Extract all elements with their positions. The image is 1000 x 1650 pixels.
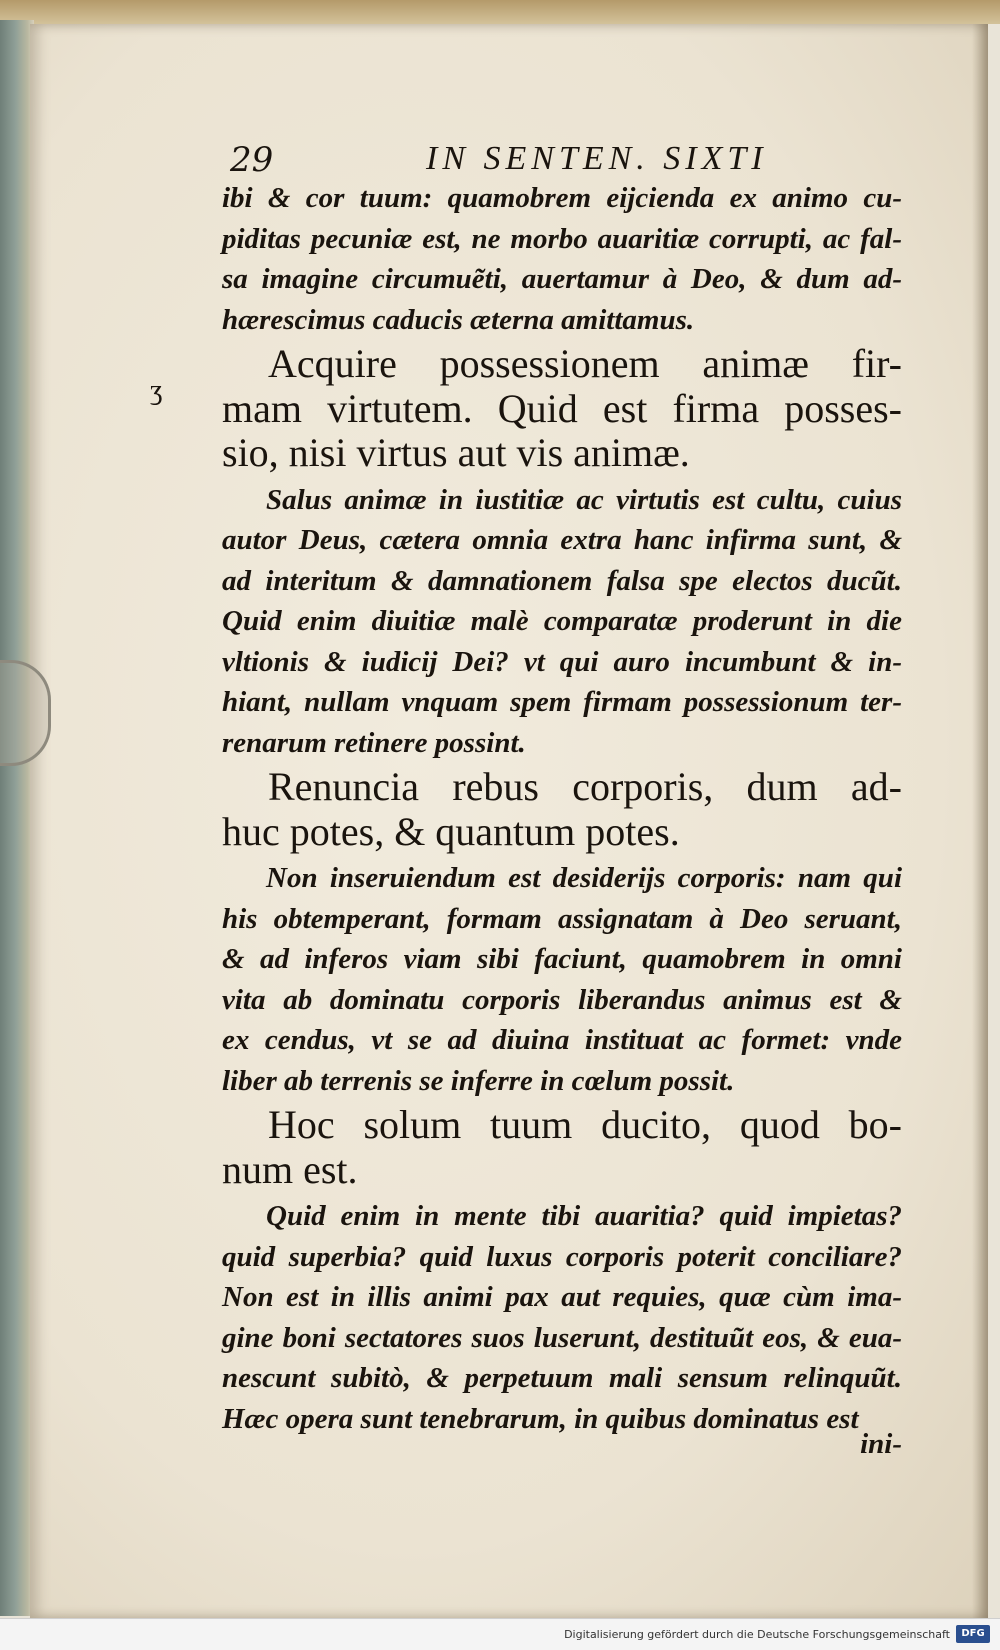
text-line: Renuncia rebus corporis, dum ad-	[268, 764, 902, 809]
dfg-logo: DFG	[956, 1625, 990, 1643]
text-line: Salus animæ in iustitiæ ac virtutis est cultu, cuius	[266, 483, 902, 516]
book-spine-edge	[0, 20, 34, 1616]
text-line: Non est in illis animi pax aut requies, quæ cùm ima-	[222, 1281, 902, 1313]
text-line: huc potes, & quantum potes.	[222, 808, 680, 854]
text-line: ibi & cor tuum: quamobrem eijcienda ex animo cu-	[222, 182, 902, 214]
commentary-paragraph	[222, 178, 902, 340]
scan-top-edge	[0, 0, 1000, 24]
sentence-paragraph	[222, 342, 902, 476]
margin-mark: ʒ	[150, 375, 163, 406]
text-line: quid superbia? quid luxus corporis poterit conciliare?	[222, 1240, 902, 1273]
text-line: his obtemperant, formam assignatam à Deo seruant,	[222, 902, 902, 935]
text-line: sa imagine circumuẽti, auertamur à Deo, & dum ad-	[222, 263, 902, 295]
text-line: Quid enim in mente tibi auaritia? quid impietas?	[266, 1200, 902, 1232]
sentence-paragraph	[222, 765, 902, 854]
text-line: hærescimus caducis æterna amittamus.	[222, 303, 695, 336]
text-line: sio, nisi virtus aut vis animæ.	[222, 430, 690, 475]
text-line: autor Deus, cætera omnia extra hanc infirma sunt, &	[222, 524, 902, 556]
text-line: liber ab terrenis se inferre in cœlum possit.	[222, 1064, 735, 1097]
commentary-paragraph	[222, 858, 902, 1101]
folio-number: 29	[230, 140, 274, 180]
text-line: gine boni sectatores suos luserunt, destituũt eos, & eua-	[222, 1321, 902, 1354]
text-line: mam virtutem. Quid est firma posses-	[222, 385, 902, 431]
running-head: IN SENTEN. SIXTI	[426, 140, 768, 177]
text-line: Hoc solum tuum ducito, quod bo-	[268, 1102, 902, 1147]
catchword: ini-	[860, 1428, 902, 1460]
funding-credit: Digitalisierung gefördert durch die Deutsche Forschungsgemeinschaft	[564, 1628, 950, 1641]
body-text	[222, 178, 902, 1439]
text-line: renarum retinere possint.	[222, 726, 526, 759]
text-line: Quid enim diuitiæ malè comparatæ proderunt in die	[222, 605, 902, 637]
text-line: hiant, nullam vnquam spem firmam possessionum ter-	[222, 686, 902, 718]
text-line: num est.	[222, 1146, 358, 1192]
commentary-paragraph	[222, 480, 902, 764]
commentary-paragraph	[222, 1196, 902, 1439]
text-line: & ad inferos viam sibi faciunt, quamobrem in omni	[222, 943, 902, 975]
text-line: ex cendus, vt se ad diuina instituat ac formet: vnde	[222, 1024, 902, 1056]
text-line: nescunt subitò, & perpetuum mali sensum relinquũt.	[222, 1362, 902, 1394]
text-line: ad interitum & damnationem falsa spe electos ducũt.	[222, 564, 902, 597]
text-line: Hæc opera sunt tenebrarum, in quibus dominatus est	[222, 1402, 859, 1435]
page-header	[230, 140, 790, 180]
digitization-footer	[0, 1618, 1000, 1650]
text-line: vltionis & iudicij Dei? vt qui auro incumbunt & in-	[222, 645, 902, 678]
page-right-shadow	[972, 24, 988, 1618]
sentence-paragraph	[222, 1103, 902, 1192]
text-line: piditas pecuniæ est, ne morbo auaritiæ corrupti, ac fal-	[222, 222, 902, 255]
text-line: Non inseruiendum est desiderijs corporis: nam qui	[266, 862, 902, 894]
text-line: Acquire possessionem animæ fir-	[268, 341, 902, 386]
text-line: vita ab dominatu corporis liberandus animus est &	[222, 983, 902, 1016]
